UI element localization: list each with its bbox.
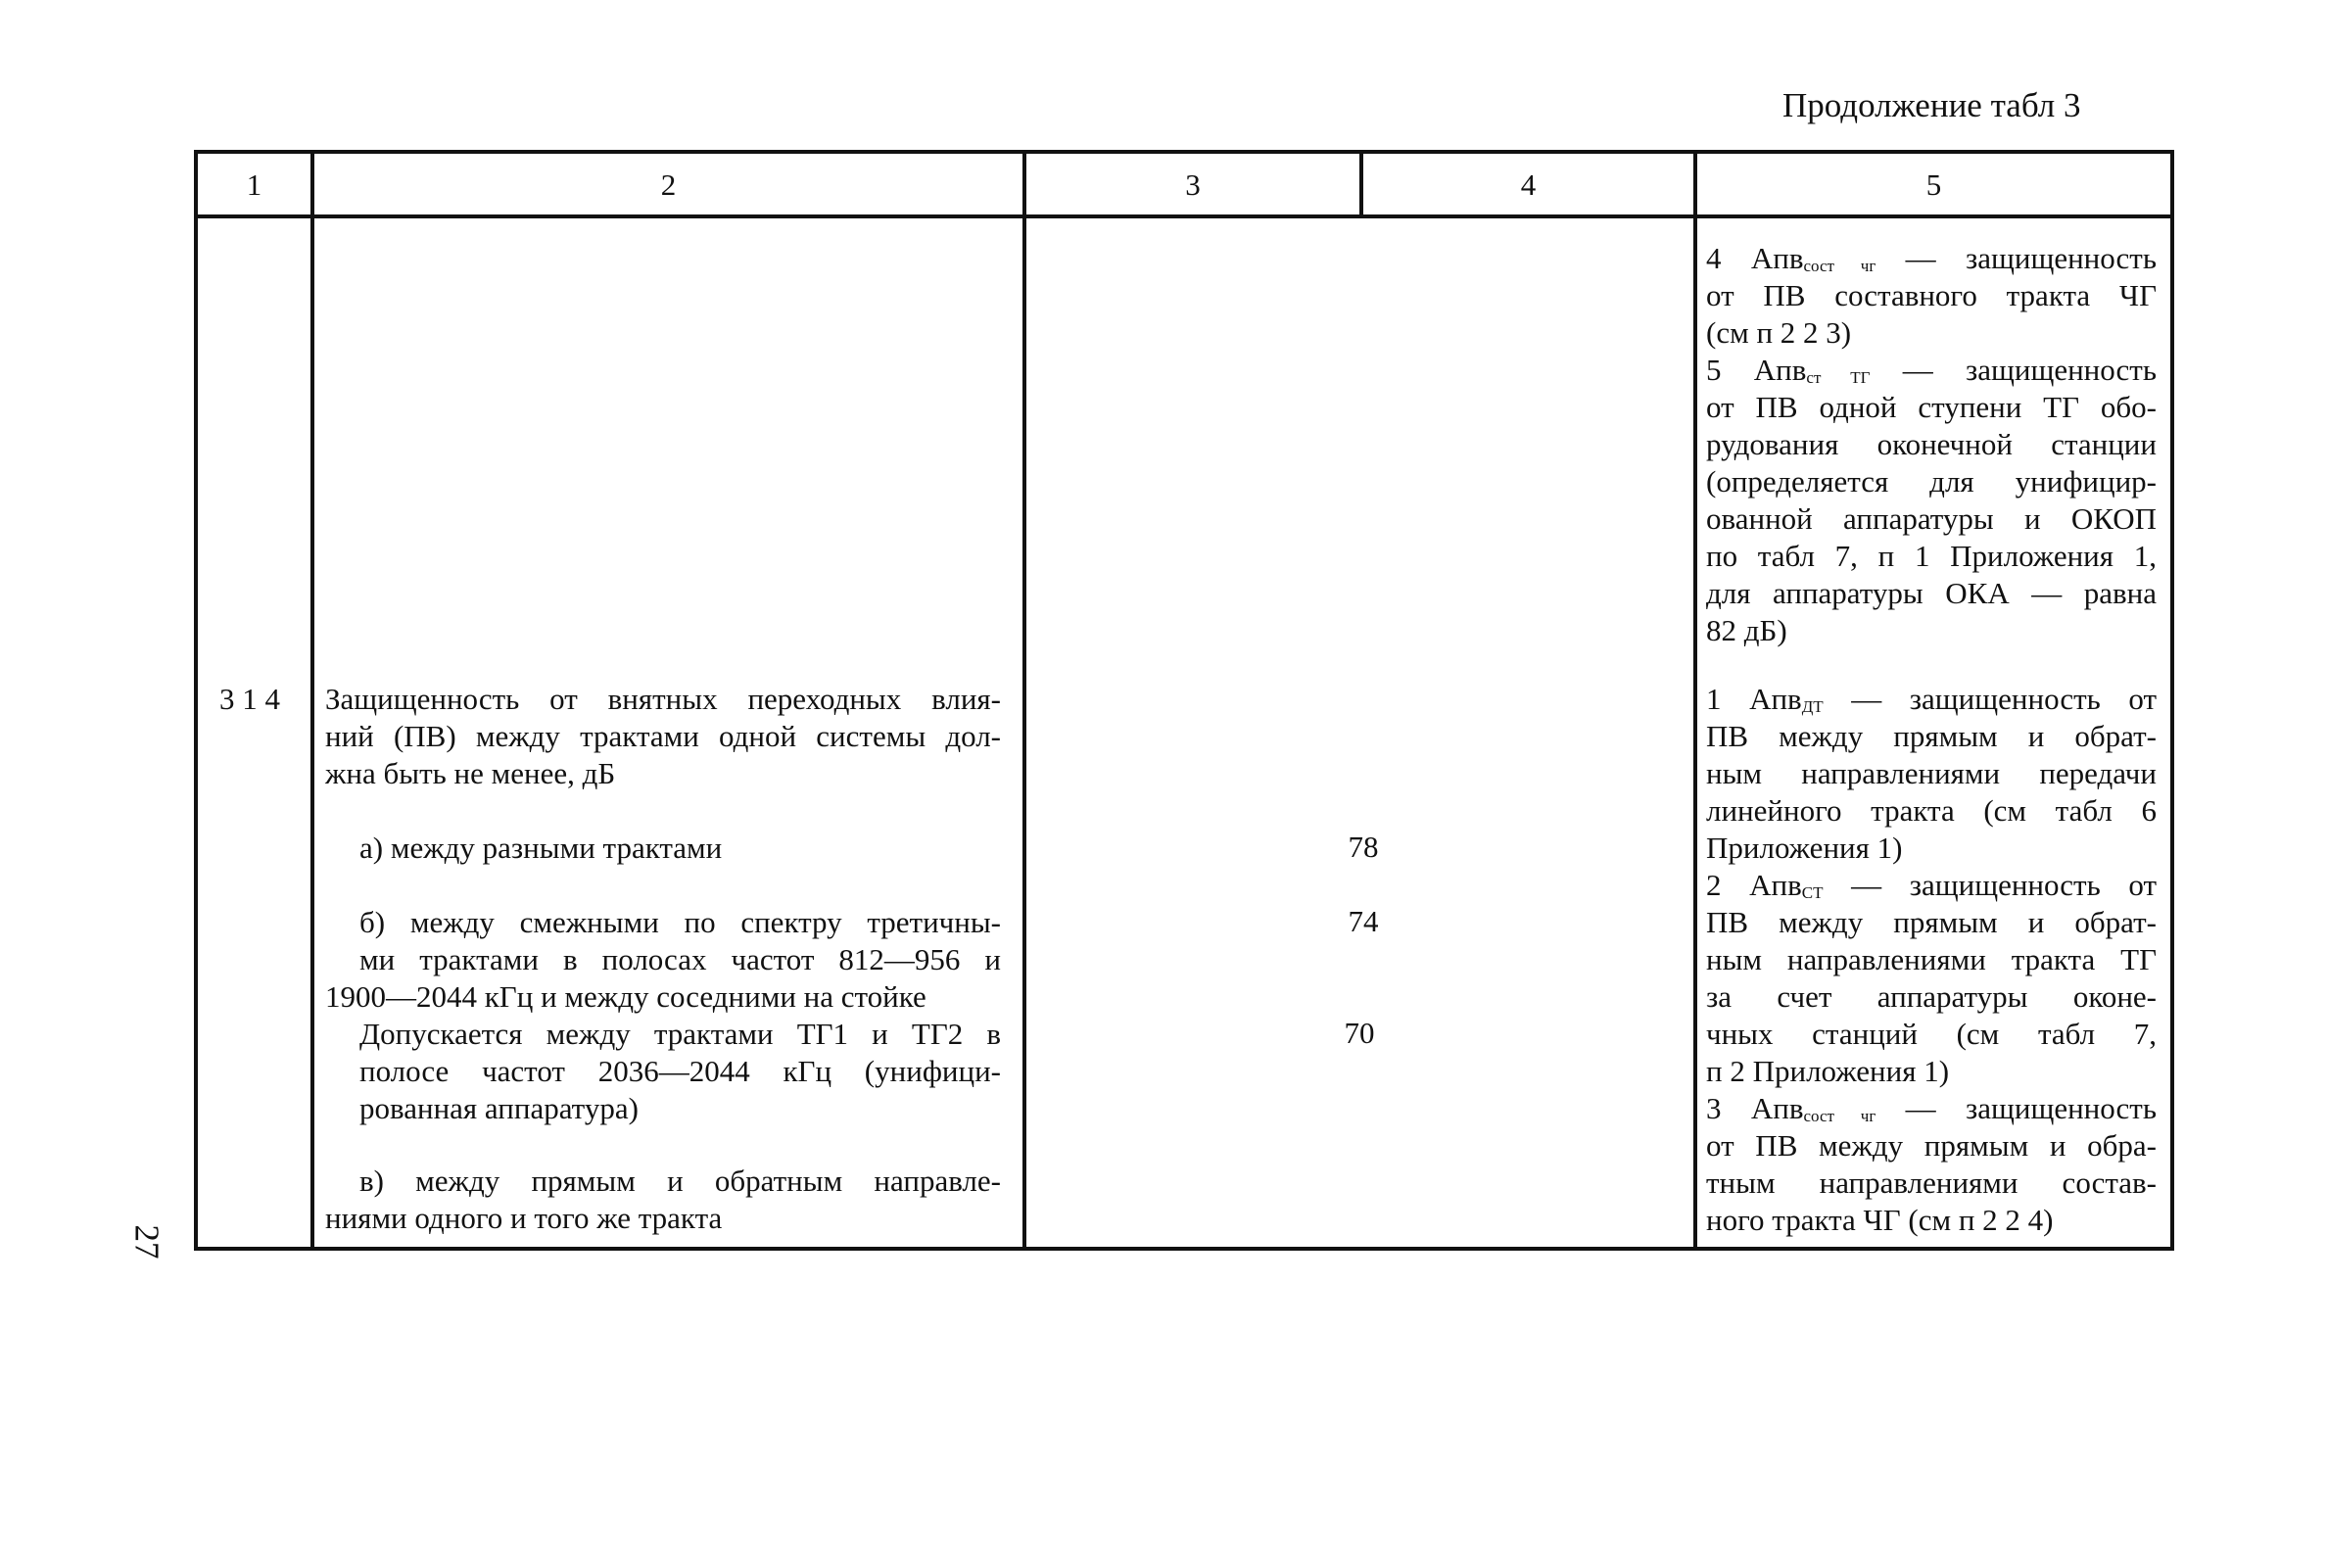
- table-continuation-caption: Продолжение табл 3: [1782, 86, 2081, 124]
- page-number: 27: [127, 1224, 166, 1259]
- column-divider: [1022, 154, 1026, 1247]
- item-b-text-cont: 1900—2044 кГц и между соседними на стойке: [325, 979, 926, 1014]
- header-col-5: 5: [1925, 167, 1942, 202]
- note-item-5: 5 Апв$_{ст ТГ}$ — защищенность от ПВ одной ступени ТГ обо- рудования оконечной станции (определяется для унифицир- ованной аппаратуры и ОКОП по табл 7, п 1 Приложения 1, для аппаратуры ОКА — равна 82 дБ): [1706, 353, 2157, 647]
- allowance-text: Допускается между трактами ТГ1 и ТГ2 в полосе частот 2036—2044 кГц (унифици- рованная аппаратура): [359, 1017, 1001, 1125]
- note-item-2: 2 Апв$_{СТ}$ — защищенность от ПВ между прямым и обрат- ным направлениями тракта ТГ за счет аппаратуры оконе- чных станций (см табл 7, п 2 Приложения 1): [1706, 868, 2157, 1088]
- note-item-1: 1 Апв$_{ДТ}$ — защищенность от ПВ между прямым и обрат- ным направлениями передачи линейного тракта (см табл 6 Приложения 1): [1706, 682, 2157, 865]
- header-col-2: 2: [660, 167, 677, 202]
- item-c-text: в) между прямым и обратным направле-: [359, 1164, 1001, 1198]
- item-a-value: 78: [1348, 830, 1379, 864]
- item-c-text-cont: ниями одного и того же тракта: [325, 1201, 723, 1235]
- header-col-4: 4: [1520, 167, 1537, 202]
- column-divider: [1693, 154, 1697, 1247]
- requirement-text: Защищенность от внятных переходных влия- ний (ПВ) между трактами одной системы дол- жна быть не менее, дБ: [325, 682, 1001, 790]
- note-item-3: 3 Апв$_{сост чг}$ — защищенность от ПВ между прямым и обра- тным направлениями состав- ного тракта ЧГ (см п 2 2 4): [1706, 1091, 2157, 1237]
- row-number: 3 1 4: [219, 682, 280, 716]
- item-a-label: а) между разными трактами: [359, 831, 723, 865]
- allowance-value: 70: [1344, 1016, 1375, 1050]
- item-b-text: б) между смежными по спектру третичны- ми трактами в полосах частот 812—956 и: [359, 905, 1001, 976]
- header-col-1: 1: [246, 167, 262, 202]
- column-divider: [310, 154, 314, 1247]
- header-divider: [198, 214, 2170, 218]
- table: [194, 150, 2174, 1251]
- note-item-4: 4 Апв$_{сост чг}$ — защищенность от ПВ составного тракта ЧГ (см п 2 2 3): [1706, 241, 2157, 350]
- header-col-3: 3: [1185, 167, 1201, 202]
- item-b-value: 74: [1348, 904, 1379, 938]
